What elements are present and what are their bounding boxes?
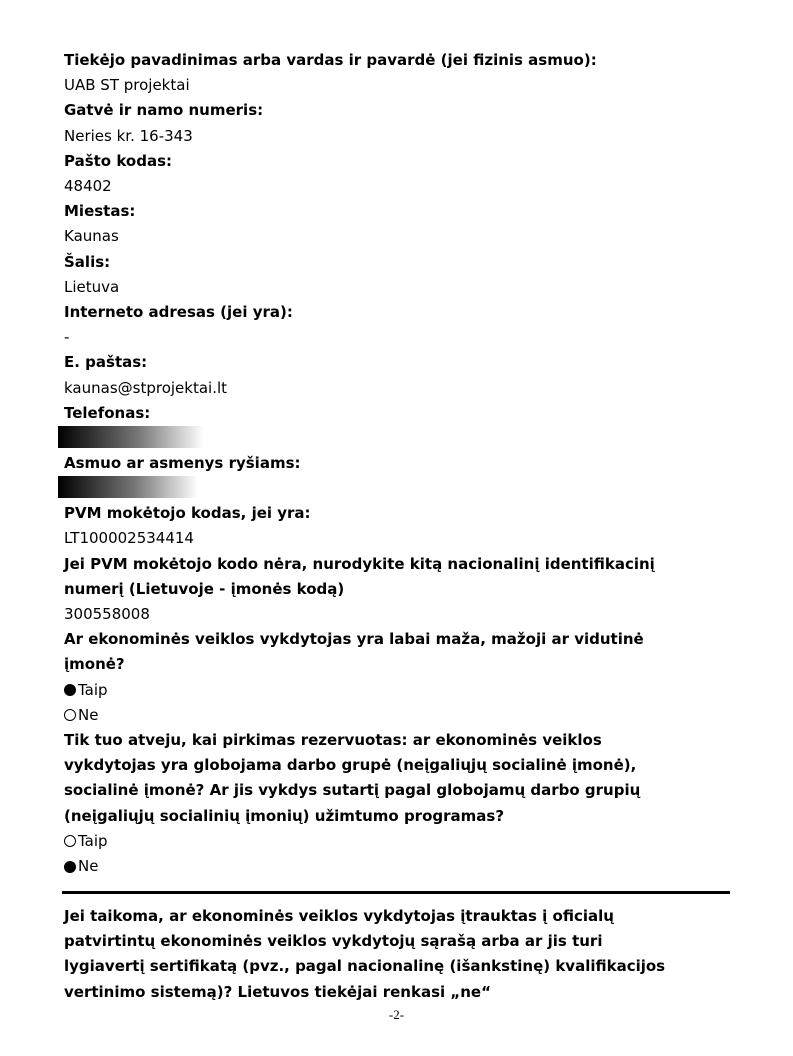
reserved-question-line1: Tik tuo atveju, kai pirkimas rezervuotas: ar ekonominės veiklos xyxy=(64,731,602,750)
reserved-question xyxy=(64,728,734,829)
sme-option-taip-label: Taip xyxy=(78,680,108,699)
national-id-value: 300558008 xyxy=(64,605,150,624)
supplier-name-label: Tiekėjo pavadinimas arba vardas ir pavardė (jei fizinis asmuo): xyxy=(64,51,597,69)
registry-section xyxy=(64,904,734,1005)
reserved-option-taip[interactable] xyxy=(64,829,734,854)
sme-option-ne[interactable] xyxy=(64,703,734,728)
phone-label: Telefonas: xyxy=(64,403,151,422)
website-label: Interneto adresas (jei yra): xyxy=(64,303,293,322)
city-label: Miestas: xyxy=(64,202,136,221)
radio-selected-icon[interactable] xyxy=(64,861,76,873)
country-label: Šalis: xyxy=(64,252,111,271)
supplier-name-value: UAB ST projektai xyxy=(64,76,190,95)
website-value: - xyxy=(64,328,70,347)
street-label: Gatvė ir namo numeris: xyxy=(64,101,264,120)
registry-question-line4: vertinimo sistemą)? Lietuvos tiekėjai renkasi „ne“ xyxy=(64,982,491,1001)
reserved-question-line4: (neįgaliųjų socialinių įmonių) užimtumo programas? xyxy=(64,806,505,825)
registry-question-line3: lygiavertį sertifikatą (pvz., pagal nacionalinę (išankstinę) kvalifikacijos xyxy=(64,957,666,976)
city-value: Kaunas xyxy=(64,227,119,246)
page-number: -2- xyxy=(388,1007,405,1022)
reserved-option-ne[interactable] xyxy=(64,854,734,879)
street-value: Neries kr. 16-343 xyxy=(64,126,193,145)
sme-question-line2: įmonė? xyxy=(64,655,125,674)
vat-label: PVM mokėtojo kodas, jei yra: xyxy=(64,504,311,523)
reserved-option-taip-label: Taip xyxy=(78,831,108,850)
postcode-value: 48402 xyxy=(64,177,112,196)
registry-question xyxy=(64,904,734,1005)
postcode-label: Pašto kodas: xyxy=(64,151,173,170)
national-id-label-line1: Jei PVM mokėtojo kodo nėra, nurodykite kitą nacionalinį identifikacinį xyxy=(64,554,655,573)
registry-question-line2: patvirtintų ekonominės veiklos vykdytojų sąrašą arba ar jis turi xyxy=(64,932,603,951)
reserved-question-line2: vykdytojas yra globojama darbo grupė (neįgaliųjų socialinė įmonė), xyxy=(64,756,637,775)
national-id-label xyxy=(64,552,734,602)
radio-selected-icon[interactable] xyxy=(64,684,76,696)
sme-option-ne-label: Ne xyxy=(78,705,99,724)
registry-question-line1: Jei taikoma, ar ekonominės veiklos vykdytojas įtrauktas į oficialų xyxy=(64,907,614,925)
reserved-question-line3: socialinė įmonė? Ar jis vykdys sutartį pagal globojamų darbo grupių xyxy=(64,781,641,800)
national-id-label-line2: numerį (Lietuvoje - įmonės kodą) xyxy=(64,579,345,598)
email-value: kaunas@stprojektai.lt xyxy=(64,378,228,397)
contact-label: Asmuo ar asmenys ryšiams: xyxy=(64,454,301,473)
sme-option-taip[interactable] xyxy=(64,678,734,703)
section-divider xyxy=(62,891,730,894)
country-value: Lietuva xyxy=(64,277,120,296)
sme-question-line1: Ar ekonominės veiklos vykdytojas yra labai maža, mažoji ar vidutinė xyxy=(64,630,644,649)
phone-redacted xyxy=(58,426,204,448)
supplier-form xyxy=(64,48,734,879)
radio-unselected-icon[interactable] xyxy=(64,709,76,721)
reserved-option-ne-label: Ne xyxy=(78,857,99,876)
contact-redacted xyxy=(58,476,198,498)
radio-unselected-icon[interactable] xyxy=(64,835,76,847)
email-label: E. paštas: xyxy=(64,353,148,372)
vat-value: LT100002534414 xyxy=(64,529,194,548)
sme-question xyxy=(64,627,734,677)
